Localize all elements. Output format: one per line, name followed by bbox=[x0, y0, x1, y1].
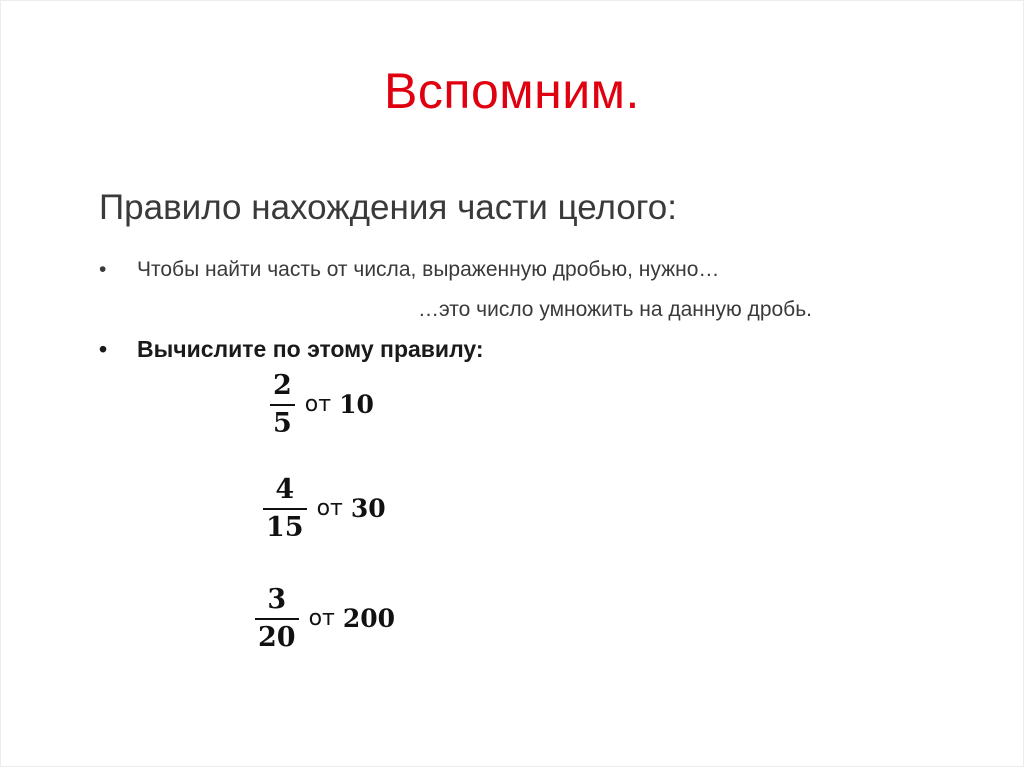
exercise-2 bbox=[263, 476, 386, 541]
bullet-marker: • bbox=[99, 258, 107, 281]
exercise-3 bbox=[255, 586, 395, 651]
numerator: 2 bbox=[273, 370, 292, 401]
rule-heading: Правило нахождения части целого: bbox=[99, 188, 677, 227]
bullet-text: Вычислите по этому правилу: bbox=[137, 336, 484, 362]
numerator: 4 bbox=[275, 474, 295, 505]
of-word: от bbox=[304, 392, 332, 417]
fraction bbox=[263, 476, 307, 541]
denominator: 5 bbox=[273, 408, 292, 439]
fraction-bar bbox=[255, 618, 299, 620]
bullet-text: Чтобы найти часть от числа, выраженную дробью, нужно… bbox=[137, 258, 720, 281]
slide-title: Вспомним. bbox=[384, 63, 640, 119]
whole-number: 30 bbox=[350, 494, 386, 523]
exercise-1 bbox=[270, 372, 374, 437]
rule-continuation: …это число умножить на данную дробь. bbox=[418, 298, 812, 321]
fraction-bar bbox=[263, 508, 307, 510]
bullet-marker: • bbox=[99, 336, 108, 362]
whole-number: 10 bbox=[339, 390, 374, 419]
fraction bbox=[270, 372, 295, 437]
of-word: от bbox=[308, 606, 335, 631]
denominator: 15 bbox=[266, 512, 304, 543]
whole-number: 200 bbox=[342, 604, 396, 633]
fraction bbox=[255, 586, 299, 651]
numerator: 3 bbox=[267, 584, 287, 615]
of-word: от bbox=[316, 496, 343, 521]
denominator: 20 bbox=[258, 622, 296, 653]
fraction-bar bbox=[270, 404, 295, 406]
